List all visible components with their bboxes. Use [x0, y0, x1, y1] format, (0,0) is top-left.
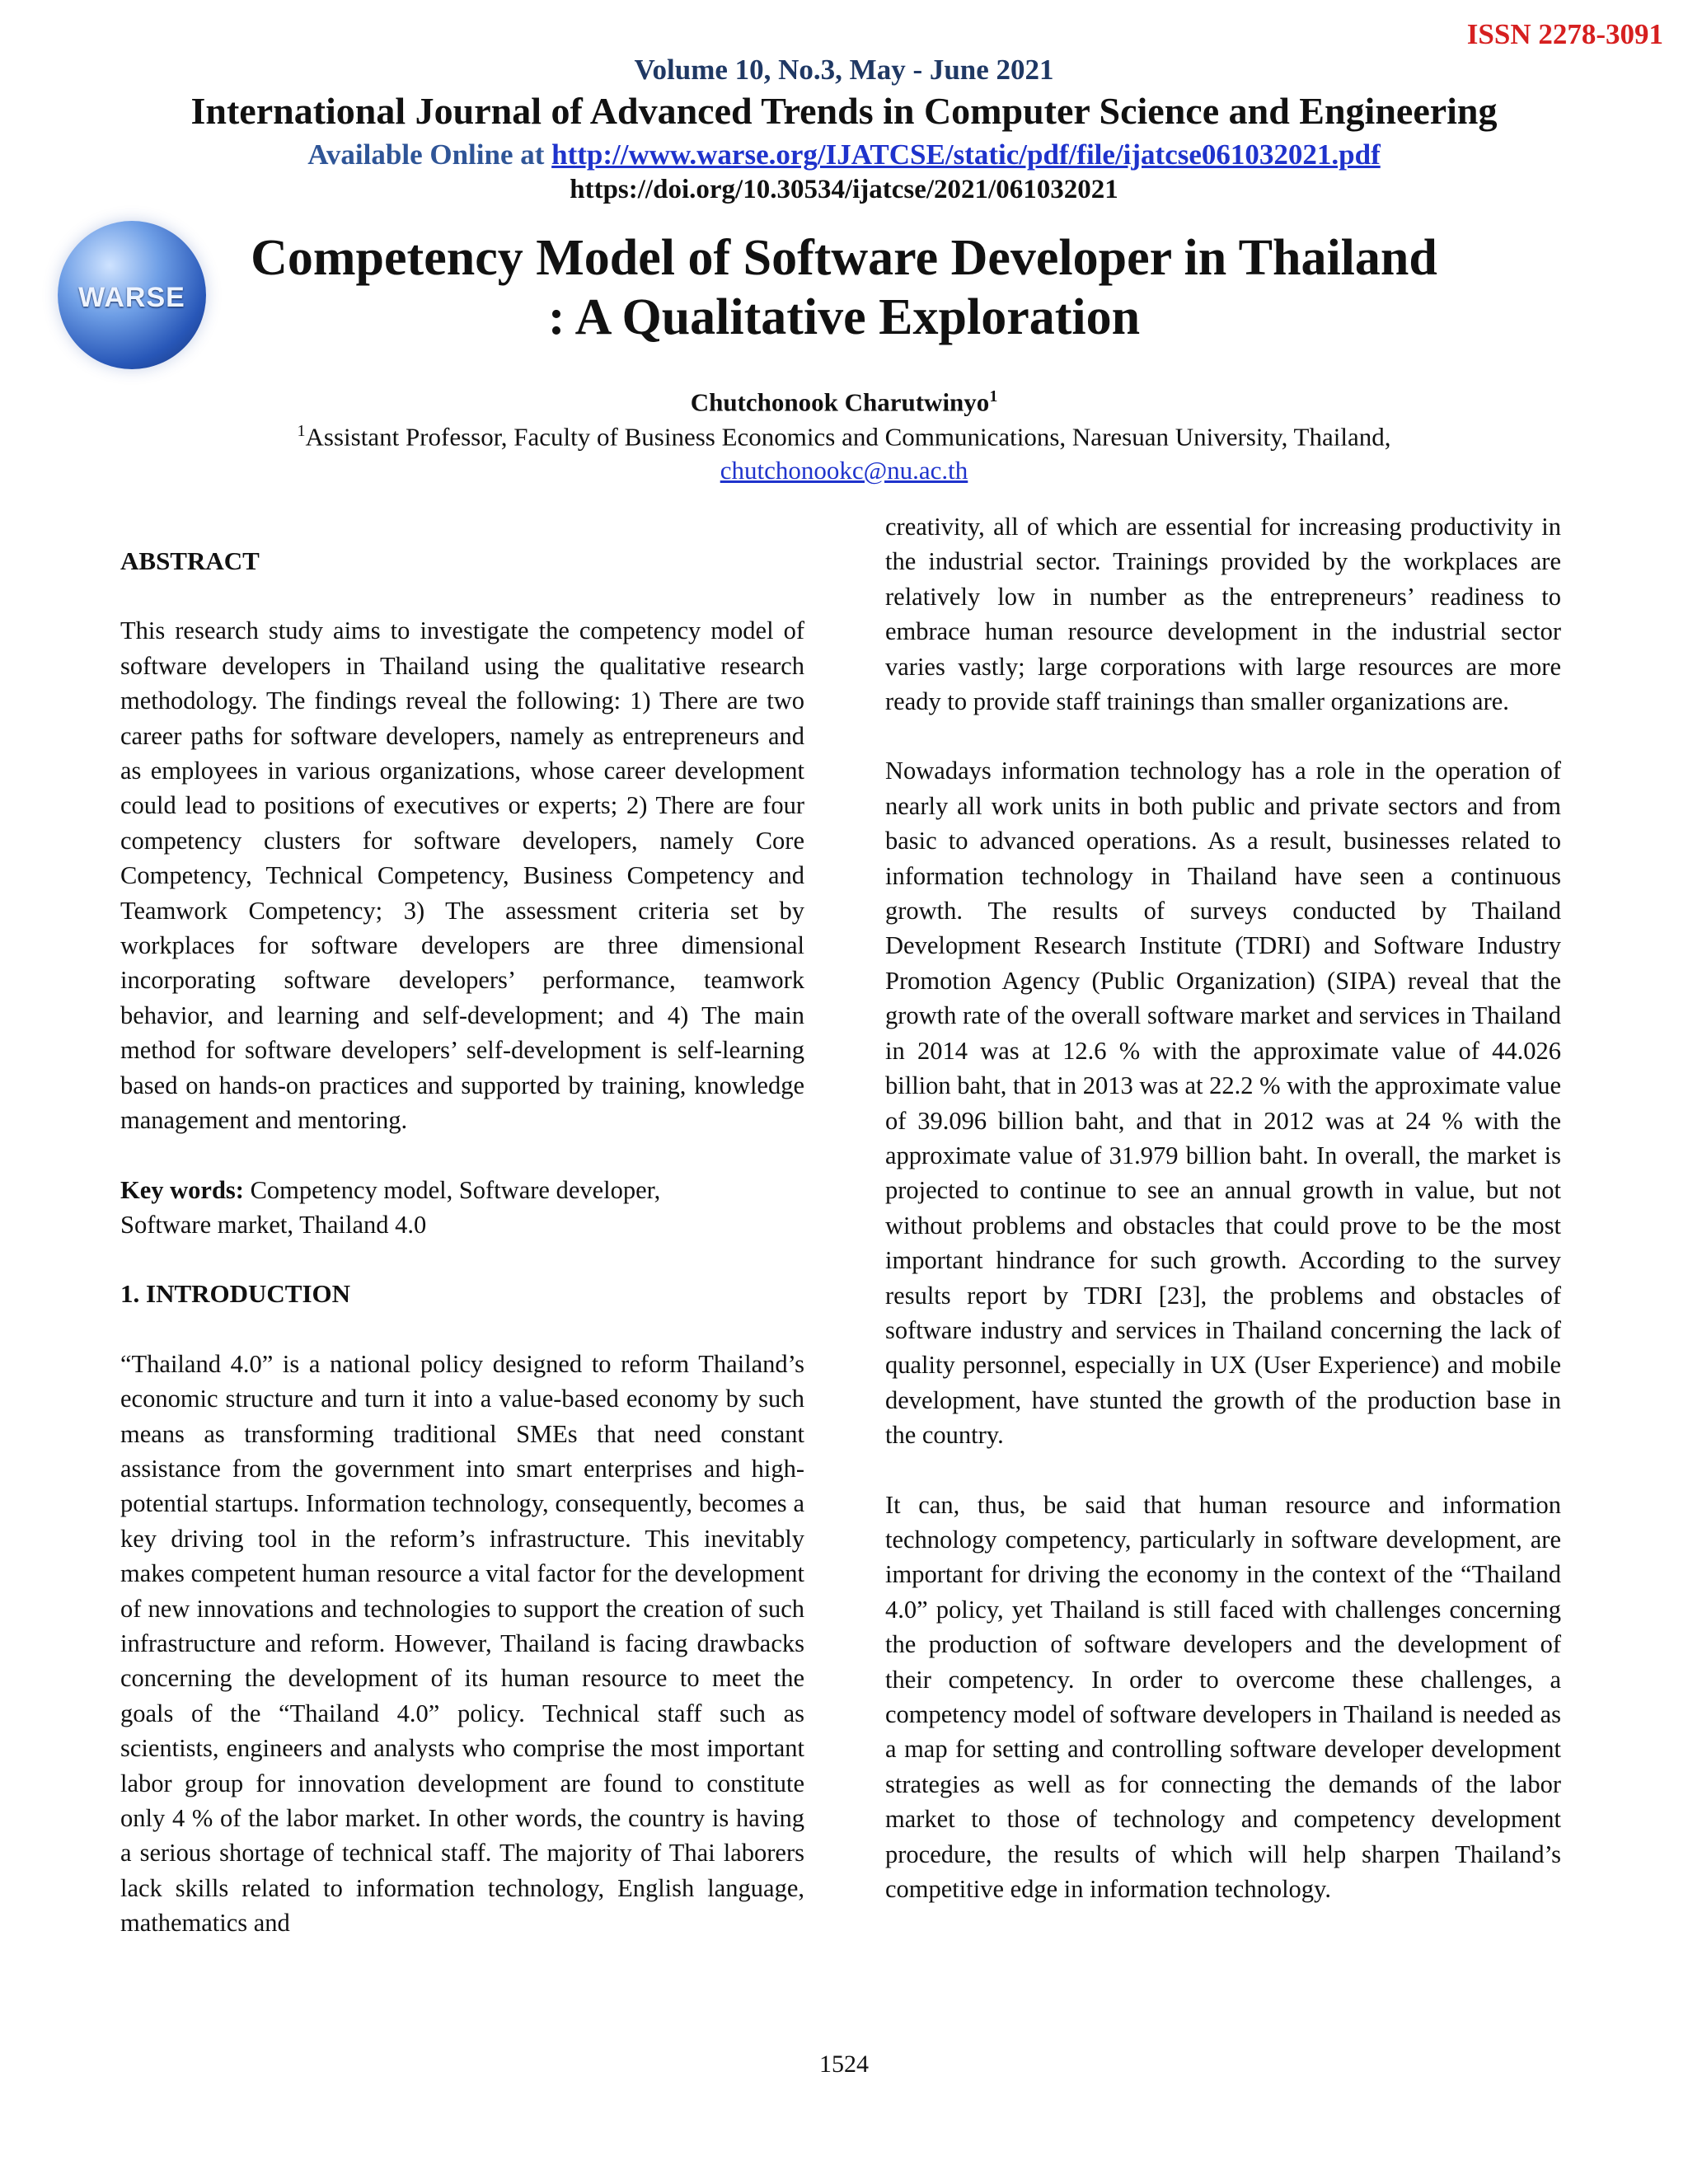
intro-paragraph-2: Nowadays information technology has a role in the operation of nearly all work units in both public and private sectors and from basic to advanced operations. As a result, businesses related to information technology in Thailand have seen a continuous growth. The results of surveys conducted by Thailand Development Research Institute (TDRI) and Software Industry Promotion Agency (Public Organization) (SIPA) reveal that the growth rate of the overall software market and services in Thailand in 2014 was at 12.6 % with the approximate value of 44.026 billion baht, that in 2013 was at 22.2 % with the approximate value of 39.096 billion baht, and that in 2012 was at 24 % with the approximate value of 31.979 billion baht. In overall, the market is projected to continue to see an annual growth in value, but not without problems and obstacles that could prove to be the most important hindrance for such growth. According to the survey results report by TDRI [23], the problems and obstacles of software industry and services in Thailand concerning the lack of quality personnel, especially in UX (User Experience) and mobile development, have stunted the growth of the production base in the country.: [885, 757, 1561, 1450]
intro-paragraph-1: “Thailand 4.0” is a national policy designed to reform Thailand’s economic structure and turn it into a value-based economy by such means as transforming traditional SMEs that need constant assistance from the government into smart enterprises and high-potential startups. Information technology, consequently, becomes a key driving tool in the reform’s infrastructure. This inevitably makes competent human resource a vital factor for the development of new innovations and technologies to support the creation of such infrastructure and reform. However, Thailand is facing drawbacks concerning the development of its human resource to meet the goals of the “Thailand 4.0” policy. Technical staff such as scientists, engineers and analysts who comprise the most important labor group for innovation development are found to constitute only 4 % of the labor market. In other words, the country is having a serious shortage of technical staff. The majority of Thai laborers lack skills related to information technology, English language, mathematics and: [120, 1349, 804, 1938]
paper-title-line-2: : A Qualitative Exploration: [547, 289, 1141, 345]
doi-link[interactable]: https://doi.org/10.30534/ijatcse/2021/061032021: [570, 175, 1118, 204]
keywords: [120, 1173, 804, 1243]
page-number: 1524: [819, 2050, 869, 2078]
author-email: [0, 456, 1688, 485]
author-name-text: Chutchonook Charutwinyo: [690, 387, 990, 417]
issn-label: ISSN 2278-3091: [1466, 18, 1663, 50]
journal-title: International Journal of Advanced Trends in Computer Science and Engineering: [190, 90, 1498, 132]
online-url-link[interactable]: http://www.warse.org/IJATCSE/static/pdf/file/ijatcse061032021.pdf: [551, 138, 1381, 171]
affiliation-sup: 1: [297, 422, 306, 440]
author-affiliation: [0, 422, 1688, 452]
volume-info: Volume 10, No.3, May - June 2021: [634, 54, 1054, 86]
introduction-heading: 1. INTRODUCTION: [120, 1279, 351, 1309]
right-column: [885, 509, 1561, 1906]
author-sup: 1: [989, 387, 998, 405]
left-column: [120, 544, 804, 1941]
paper-title-line-1: Competency Model of Software Developer in Thailand: [251, 230, 1437, 286]
intro-paragraph-3: It can, thus, be said that human resource and information technology competency, particularly in software development, are important for driving the economy in the context of the “Thailand 4.0” policy, yet Thailand is still faced with challenges concerning the production of software developers and the development of their competency. In order to overcome these challenges, a competency model of software developers in Thailand is needed as a map for setting and controlling software developer development strategies as well as for connecting the demands of the labor market to those of technology and competency development procedure, the results of which will help sharpen Thailand’s competitive edge in information technology.: [885, 1490, 1561, 1904]
abstract-heading: ABSTRACT: [120, 546, 260, 575]
email-link[interactable]: chutchonookc@nu.ac.th: [720, 456, 968, 485]
intro-paragraph-1-continued: creativity, all of which are essential for increasing productivity in the industrial sector. Trainings provided by the workplaces are relatively low in number as the entrepreneurs’ readiness to embrace human resource development in the industrial sector varies vastly; large corporations with large resources are more ready to provide staff trainings than smaller organizations are.: [885, 513, 1561, 716]
keywords-line-2: Software market, Thailand 4.0: [120, 1210, 427, 1239]
online-availability: [0, 138, 1688, 171]
author-name: [0, 387, 1688, 417]
affiliation-text: Assistant Professor, Faculty of Business Economics and Communications, Naresuan University, Thailand,: [305, 422, 1391, 452]
online-label: Available Online at: [307, 138, 552, 171]
logo-text: WARSE: [78, 282, 185, 313]
abstract-text: This research study aims to investigate the competency model of software developers in Thailand using the qualitative research methodology. The findings reveal the following: 1) There are two career paths for software developers, namely as entrepreneurs and as employees in various organizations, whose career development could lead to positions of executives or experts; 2) There are four competency clusters for software developers, namely Core Competency, Technical Competency, Business Competency and Teamwork Competency; 3) The assessment criteria set by workplaces for software developers are three dimensional incorporating software developers’ performance, teamwork behavior, and learning and self-development; and 4) The main method for software developers’ self-development is self-learning based on hands-on practices and supported by training, knowledge management and mentoring.: [120, 616, 804, 1135]
keywords-line-1: Competency model, Software developer,: [243, 1175, 661, 1204]
keywords-label: Key words:: [120, 1175, 244, 1204]
